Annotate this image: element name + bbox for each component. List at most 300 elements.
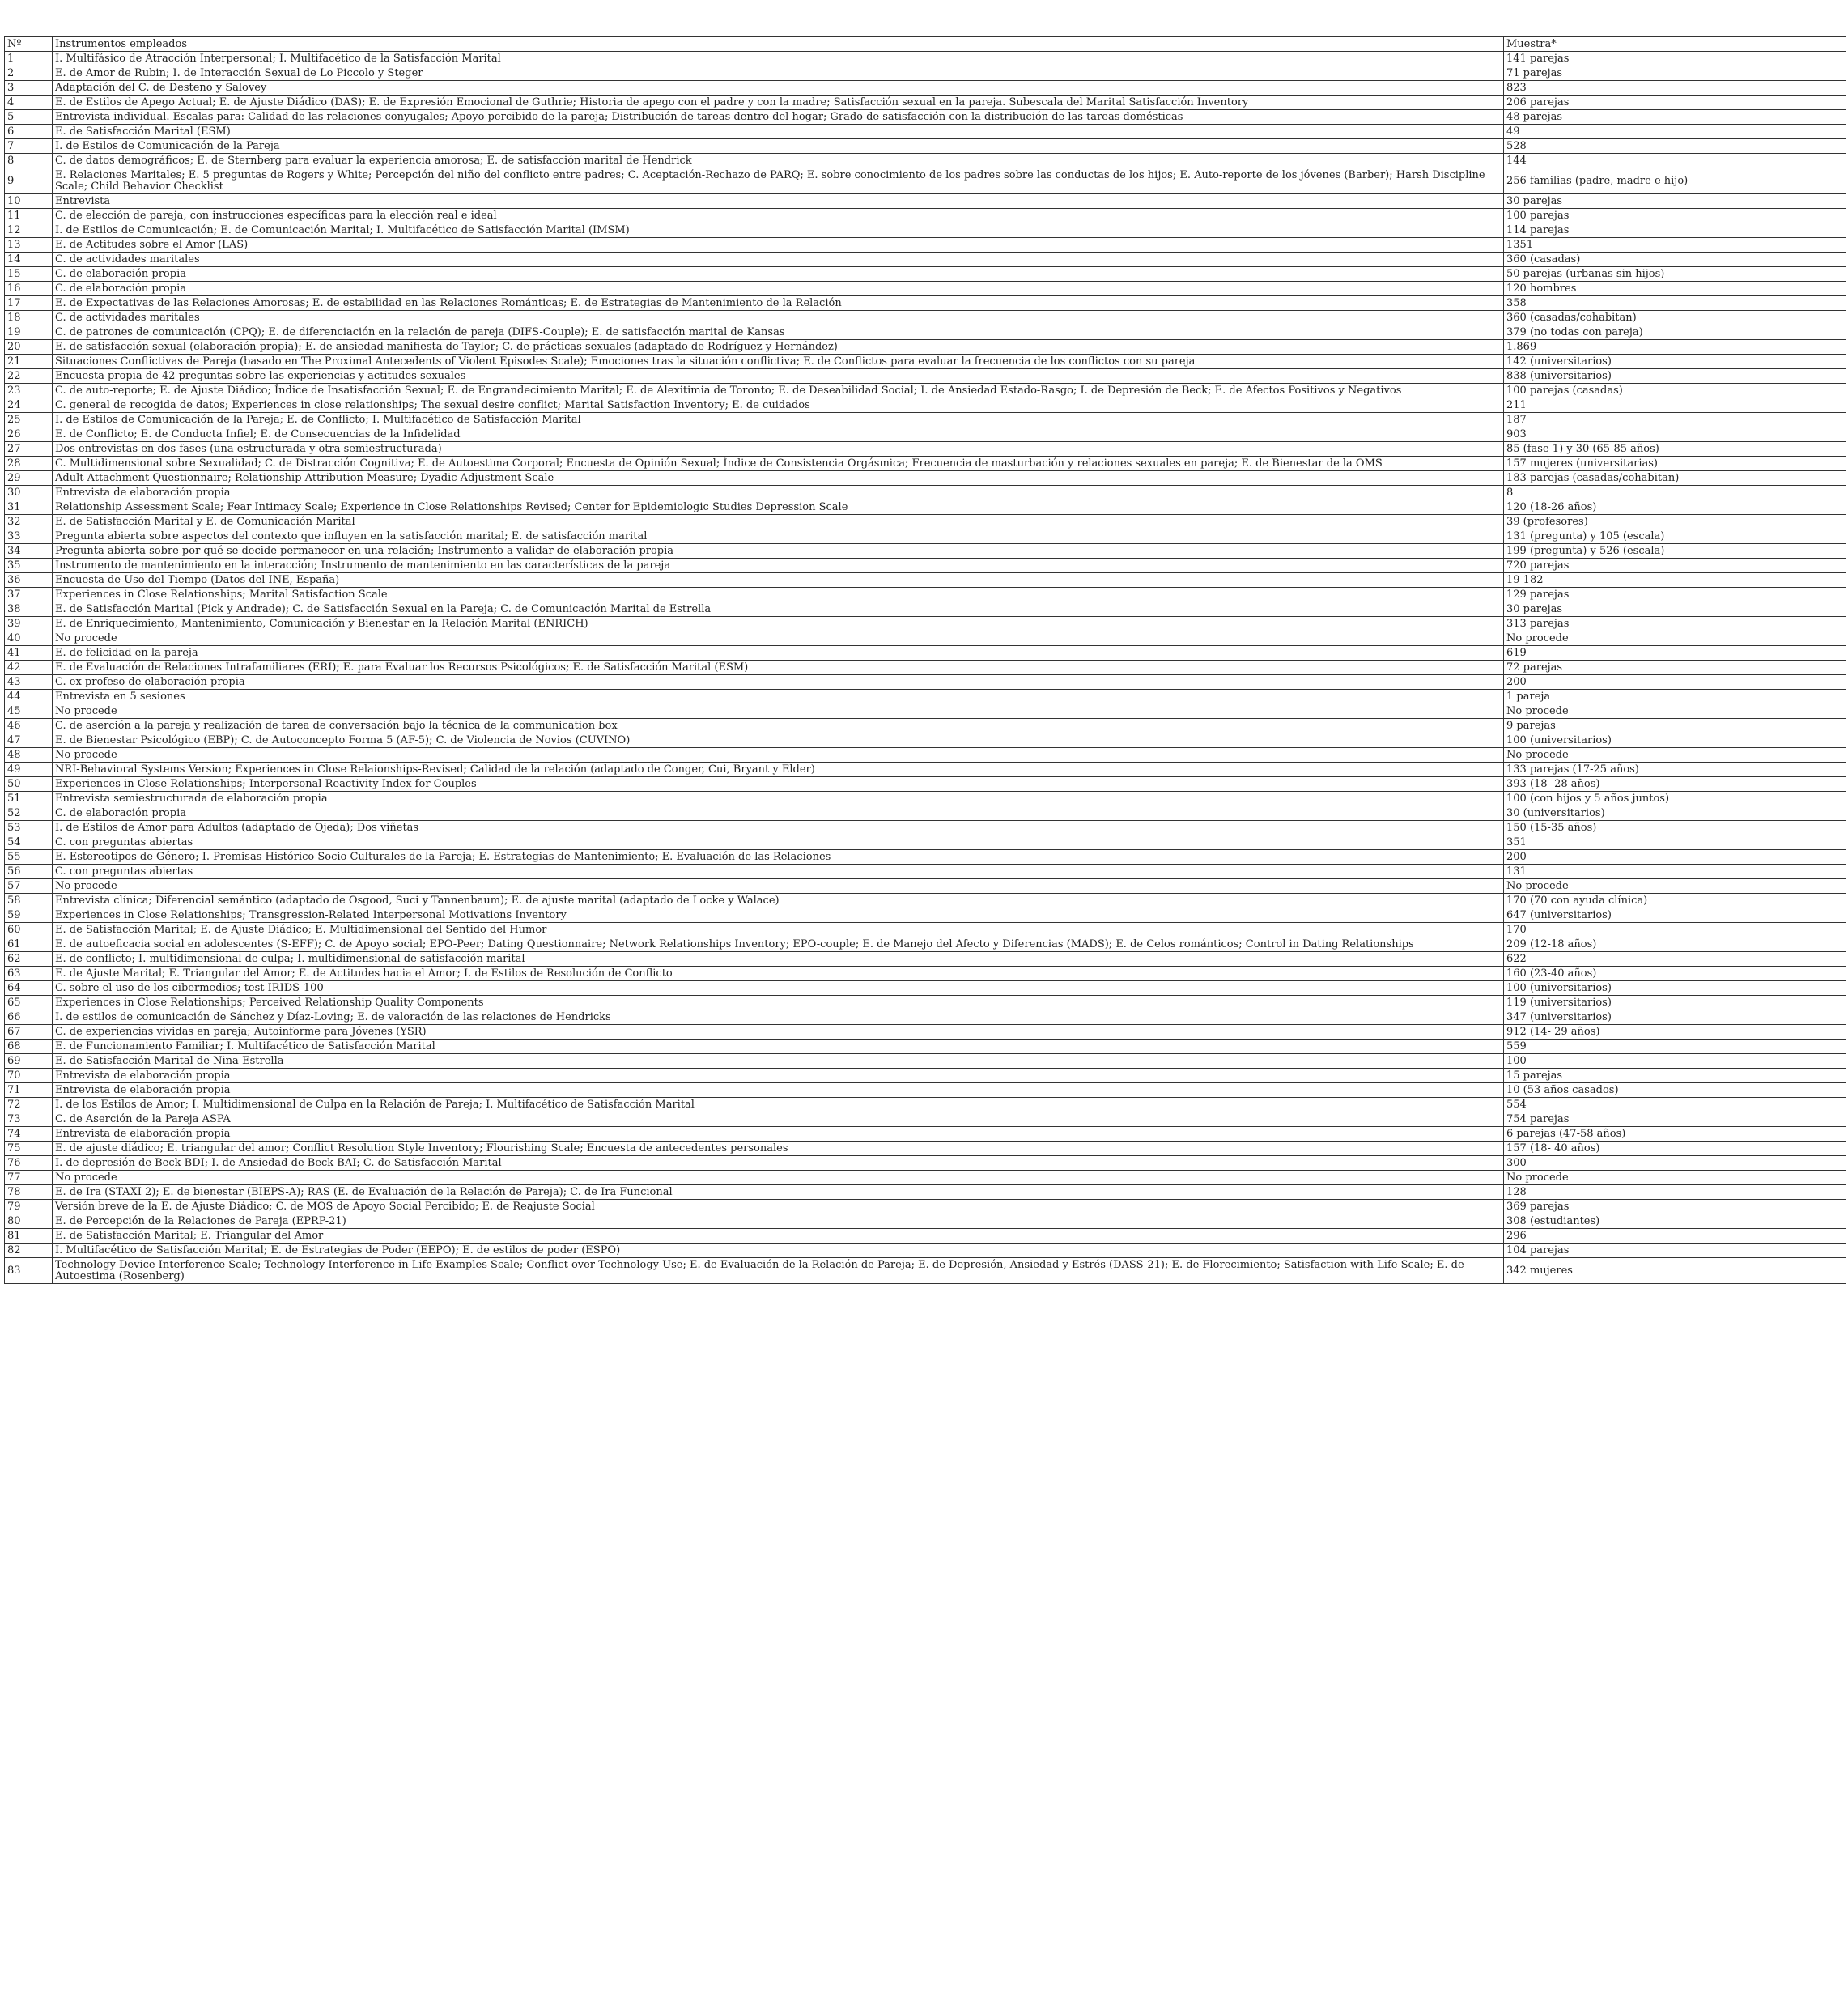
- row-instruments-cell: I. de estilos de comunicación de Sánchez y Díaz-Loving; E. de valoración de las relaciones de Hendricks: [53, 1010, 1504, 1025]
- row-instruments-cell: C. de actividades maritales: [53, 253, 1504, 267]
- row-sample-cell: 131: [1504, 865, 1846, 879]
- row-sample-cell: 160 (23-40 años): [1504, 967, 1846, 981]
- row-sample-cell: 823: [1504, 81, 1846, 96]
- row-instruments-cell: Pregunta abierta sobre por qué se decide permanecer en una relación; Instrumento a validar de elaboración propia: [53, 544, 1504, 559]
- row-instruments-cell: C. ex profeso de elaboración propia: [53, 675, 1504, 690]
- row-number-cell: 70: [5, 1069, 53, 1083]
- row-sample-cell: No procede: [1504, 1171, 1846, 1185]
- row-number-cell: 81: [5, 1229, 53, 1244]
- row-sample-cell: No procede: [1504, 631, 1846, 646]
- table-row: [5, 384, 1846, 398]
- row-number-cell: 72: [5, 1098, 53, 1112]
- row-instruments-cell: E. de Satisfacción Marital de Nina-Estrella: [53, 1054, 1504, 1069]
- row-number-cell: 63: [5, 967, 53, 981]
- row-sample-cell: 358: [1504, 296, 1846, 311]
- row-instruments-cell: Technology Device Interference Scale; Technology Interference in Life Examples Scale; Conflict over Technology Use; E. de Evaluación de la Relación de Pareja; E. de Depresión, Ansiedad y Estrés (DASS-21); E. de Florecimiento; Satisfaction with Life Scale; E. de Autoestima (Rosenberg): [53, 1258, 1504, 1284]
- row-instruments-cell: Situaciones Conflictivas de Pareja (basado en The Proximal Antecedents of Violent Episodes Scale); Emociones tras la situación conflictiva; E. de Conflictos para evaluar la frecuencia de los conflictos con su pareja: [53, 355, 1504, 369]
- table-row: [5, 1214, 1846, 1229]
- row-instruments-cell: Adaptación del C. de Desteno y Salovey: [53, 81, 1504, 96]
- table-row: [5, 139, 1846, 154]
- row-sample-cell: 15 parejas: [1504, 1069, 1846, 1083]
- table-row: [5, 806, 1846, 821]
- row-sample-cell: 114 parejas: [1504, 223, 1846, 238]
- row-instruments-cell: C. de actividades maritales: [53, 311, 1504, 325]
- row-instruments-cell: C. con preguntas abiertas: [53, 835, 1504, 850]
- table-row: [5, 1025, 1846, 1040]
- row-instruments-cell: No procede: [53, 1171, 1504, 1185]
- row-instruments-cell: Entrevista semiestructurada de elaboración propia: [53, 792, 1504, 806]
- row-sample-cell: 100 (universitarios): [1504, 981, 1846, 996]
- table-row: [5, 821, 1846, 835]
- row-instruments-cell: Entrevista en 5 sesiones: [53, 690, 1504, 704]
- row-number-cell: 75: [5, 1142, 53, 1156]
- row-number-cell: 76: [5, 1156, 53, 1171]
- row-number-cell: 52: [5, 806, 53, 821]
- row-number-cell: 19: [5, 325, 53, 340]
- row-sample-cell: 100: [1504, 1054, 1846, 1069]
- row-instruments-cell: E. de Amor de Rubin; I. de Interacción Sexual de Lo Piccolo y Steger: [53, 66, 1504, 81]
- table-row: [5, 733, 1846, 748]
- row-number-cell: 40: [5, 631, 53, 646]
- row-sample-cell: 838 (universitarios): [1504, 369, 1846, 384]
- row-instruments-cell: I. de Estilos de Amor para Adultos (adaptado de Ojeda); Dos viñetas: [53, 821, 1504, 835]
- table-row: [5, 325, 1846, 340]
- row-number-cell: 10: [5, 194, 53, 209]
- table-row: [5, 515, 1846, 529]
- row-instruments-cell: Experiences in Close Relationships; Transgression-Related Interpersonal Motivations Inventory: [53, 908, 1504, 923]
- row-sample-cell: 100 parejas: [1504, 209, 1846, 223]
- row-sample-cell: 100 (universitarios): [1504, 733, 1846, 748]
- table-row: [5, 573, 1846, 588]
- row-sample-cell: 360 (casadas/cohabitan): [1504, 311, 1846, 325]
- row-number-cell: 37: [5, 588, 53, 602]
- row-instruments-cell: E. de Conflicto; E. de Conducta Infiel; E. de Consecuencias de la Infidelidad: [53, 427, 1504, 442]
- row-instruments-cell: Pregunta abierta sobre aspectos del contexto que influyen en la satisfacción marital; E. de satisfacción marital: [53, 529, 1504, 544]
- row-number-cell: 62: [5, 952, 53, 967]
- row-number-cell: 83: [5, 1258, 53, 1284]
- row-number-cell: 7: [5, 139, 53, 154]
- row-sample-cell: 100 (con hijos y 5 años juntos): [1504, 792, 1846, 806]
- row-instruments-cell: E. de Enriquecimiento, Mantenimiento, Comunicación y Bienestar en la Relación Marital (ENRICH): [53, 617, 1504, 631]
- row-number-cell: 39: [5, 617, 53, 631]
- row-sample-cell: 142 (universitarios): [1504, 355, 1846, 369]
- table-row: [5, 602, 1846, 617]
- table-row: [5, 1069, 1846, 1083]
- table-row: [5, 763, 1846, 777]
- row-number-cell: 45: [5, 704, 53, 719]
- table-row: [5, 894, 1846, 908]
- row-sample-cell: 528: [1504, 139, 1846, 154]
- table-row: [5, 1127, 1846, 1142]
- row-instruments-cell: Versión breve de la E. de Ajuste Diádico; C. de MOS de Apoyo Social Percibido; E. de Reajuste Social: [53, 1200, 1504, 1214]
- table-row: [5, 66, 1846, 81]
- row-sample-cell: 85 (fase 1) y 30 (65-85 años): [1504, 442, 1846, 457]
- row-number-cell: 6: [5, 125, 53, 139]
- row-number-cell: 67: [5, 1025, 53, 1040]
- table-row: [5, 52, 1846, 66]
- row-sample-cell: 393 (18- 28 años): [1504, 777, 1846, 792]
- row-sample-cell: 144: [1504, 154, 1846, 168]
- row-number-cell: 14: [5, 253, 53, 267]
- row-instruments-cell: I. de Estilos de Comunicación de la Pareja; E. de Conflicto; I. Multifacético de Satisfacción Marital: [53, 413, 1504, 427]
- row-number-cell: 27: [5, 442, 53, 457]
- row-instruments-cell: E. de Ajuste Marital; E. Triangular del Amor; E. de Actitudes hacia el Amor; I. de Estilos de Resolución de Conflicto: [53, 967, 1504, 981]
- header-sample: Muestra*: [1504, 37, 1846, 52]
- row-number-cell: 66: [5, 1010, 53, 1025]
- table-row: [5, 646, 1846, 661]
- table-row: [5, 1258, 1846, 1284]
- row-number-cell: 1: [5, 52, 53, 66]
- row-number-cell: 15: [5, 267, 53, 282]
- row-number-cell: 3: [5, 81, 53, 96]
- table-row: [5, 690, 1846, 704]
- table-row: [5, 1010, 1846, 1025]
- row-sample-cell: 1 pareja: [1504, 690, 1846, 704]
- table-row: [5, 355, 1846, 369]
- table-row: [5, 675, 1846, 690]
- row-instruments-cell: E. de Expectativas de las Relaciones Amorosas; E. de estabilidad en las Relaciones Románticas; E. de Estrategias de Mantenimiento de la Relación: [53, 296, 1504, 311]
- row-instruments-cell: Entrevista de elaboración propia: [53, 486, 1504, 500]
- row-instruments-cell: E. de Estilos de Apego Actual; E. de Ajuste Diádico (DAS); E. de Expresión Emocional de Guthrie; Historia de apego con el padre y con la madre; Satisfacción sexual en la pareja. Subescala del Marital Satisfacción Inventory: [53, 96, 1504, 110]
- row-sample-cell: 200: [1504, 850, 1846, 865]
- row-instruments-cell: Entrevista de elaboración propia: [53, 1083, 1504, 1098]
- table-row: [5, 500, 1846, 515]
- row-sample-cell: 379 (no todas con pareja): [1504, 325, 1846, 340]
- table-row: [5, 559, 1846, 573]
- row-sample-cell: 554: [1504, 1098, 1846, 1112]
- row-sample-cell: No procede: [1504, 748, 1846, 763]
- row-instruments-cell: E. de Satisfacción Marital; E. de Ajuste Diádico; E. Multidimensional del Sentido del Humor: [53, 923, 1504, 937]
- row-number-cell: 82: [5, 1244, 53, 1258]
- row-sample-cell: 129 parejas: [1504, 588, 1846, 602]
- table-row: [5, 168, 1846, 194]
- row-instruments-cell: E. de autoeficacia social en adolescentes (S-EFF); C. de Apoyo social; EPO-Peer; Dating Questionnaire; Network Relationships Inventory; EPO-couple; E. de Manejo del Afecto y Diferencias (MADS); E. de Celos románticos; Control in Dating Relationships: [53, 937, 1504, 952]
- table-row: [5, 398, 1846, 413]
- row-number-cell: 9: [5, 168, 53, 194]
- row-instruments-cell: C. sobre el uso de los cibermedios; test IRIDS-100: [53, 981, 1504, 996]
- table-row: [5, 777, 1846, 792]
- row-instruments-cell: E. de Ira (STAXI 2); E. de bienestar (BIEPS-A); RAS (E. de Evaluación de la Relación de Pareja); C. de Ira Funcional: [53, 1185, 1504, 1200]
- row-instruments-cell: C. de aserción a la pareja y realización de tarea de conversación bajo la técnica de la communication box: [53, 719, 1504, 733]
- table-row: [5, 967, 1846, 981]
- row-instruments-cell: No procede: [53, 704, 1504, 719]
- row-sample-cell: 211: [1504, 398, 1846, 413]
- row-instruments-cell: C. de datos demográficos; E. de Sternberg para evaluar la experiencia amorosa; E. de satisfacción marital de Hendrick: [53, 154, 1504, 168]
- row-sample-cell: 39 (profesores): [1504, 515, 1846, 529]
- row-number-cell: 73: [5, 1112, 53, 1127]
- row-number-cell: 65: [5, 996, 53, 1010]
- row-sample-cell: 342 mujeres: [1504, 1258, 1846, 1284]
- row-sample-cell: 48 parejas: [1504, 110, 1846, 125]
- row-instruments-cell: C. de auto-reporte; E. de Ajuste Diádico; Índice de Insatisfacción Sexual; E. de Engrandecimiento Marital; E. de Alexitimia de Toronto; E. de Deseabilidad Social; I. de Ansiedad Estado-Rasgo; I. de Depresión de Beck; E. de Afectos Positivos y Negativos: [53, 384, 1504, 398]
- table-row: [5, 617, 1846, 631]
- row-instruments-cell: E. de Satisfacción Marital; E. Triangular del Amor: [53, 1229, 1504, 1244]
- table-row: [5, 442, 1846, 457]
- row-sample-cell: 754 parejas: [1504, 1112, 1846, 1127]
- row-sample-cell: 170 (70 con ayuda clínica): [1504, 894, 1846, 908]
- row-sample-cell: 351: [1504, 835, 1846, 850]
- row-number-cell: 18: [5, 311, 53, 325]
- row-sample-cell: 119 (universitarios): [1504, 996, 1846, 1010]
- row-sample-cell: 8: [1504, 486, 1846, 500]
- table-row: [5, 110, 1846, 125]
- table-row: [5, 588, 1846, 602]
- row-instruments-cell: I. Multifacético de Satisfacción Marital; E. de Estrategias de Poder (EEPO); E. de estilos de poder (ESPO): [53, 1244, 1504, 1258]
- row-sample-cell: 128: [1504, 1185, 1846, 1200]
- row-number-cell: 33: [5, 529, 53, 544]
- table-row: [5, 253, 1846, 267]
- table-row: [5, 1156, 1846, 1171]
- row-instruments-cell: C. de patrones de comunicación (CPQ); E. de diferenciación en la relación de pareja (DIFS-Couple); E. de satisfacción marital de Kansas: [53, 325, 1504, 340]
- row-number-cell: 34: [5, 544, 53, 559]
- row-sample-cell: 256 familias (padre, madre e hijo): [1504, 168, 1846, 194]
- header-number: Nº: [5, 37, 53, 52]
- row-sample-cell: 308 (estudiantes): [1504, 1214, 1846, 1229]
- row-instruments-cell: Experiences in Close Relationships; Perceived Relationship Quality Components: [53, 996, 1504, 1010]
- row-number-cell: 68: [5, 1040, 53, 1054]
- row-sample-cell: 300: [1504, 1156, 1846, 1171]
- table-row: [5, 981, 1846, 996]
- row-instruments-cell: Entrevista de elaboración propia: [53, 1127, 1504, 1142]
- row-number-cell: 36: [5, 573, 53, 588]
- row-instruments-cell: C. Multidimensional sobre Sexualidad; C. de Distracción Cognitiva; E. de Autoestima Corporal; Encuesta de Opinión Sexual; Índice de Consistencia Orgásmica; Frecuencia de masturbación y relaciones sexuales en pareja; E. de Bienestar de la OMS: [53, 457, 1504, 471]
- table-row: [5, 267, 1846, 282]
- row-sample-cell: 200: [1504, 675, 1846, 690]
- row-sample-cell: 170: [1504, 923, 1846, 937]
- header-row: [5, 37, 1846, 52]
- table-header: [5, 37, 1846, 52]
- row-instruments-cell: E. de Satisfacción Marital (Pick y Andrade); C. de Satisfacción Sexual en la Pareja; C. de Comunicación Marital de Estrella: [53, 602, 1504, 617]
- row-number-cell: 49: [5, 763, 53, 777]
- row-instruments-cell: No procede: [53, 879, 1504, 894]
- row-sample-cell: 9 parejas: [1504, 719, 1846, 733]
- row-sample-cell: 120 hombres: [1504, 282, 1846, 296]
- row-instruments-cell: C. de elaboración propia: [53, 282, 1504, 296]
- row-instruments-cell: I. Multifásico de Atracción Interpersonal; I. Multifacético de la Satisfacción Marital: [53, 52, 1504, 66]
- row-sample-cell: 157 mujeres (universitarias): [1504, 457, 1846, 471]
- row-number-cell: 55: [5, 850, 53, 865]
- row-sample-cell: 313 parejas: [1504, 617, 1846, 631]
- table-row: [5, 96, 1846, 110]
- row-number-cell: 50: [5, 777, 53, 792]
- row-sample-cell: 296: [1504, 1229, 1846, 1244]
- row-sample-cell: 622: [1504, 952, 1846, 967]
- row-instruments-cell: Encuesta propia de 42 preguntas sobre las experiencias y actitudes sexuales: [53, 369, 1504, 384]
- row-sample-cell: 49: [1504, 125, 1846, 139]
- row-number-cell: 16: [5, 282, 53, 296]
- row-number-cell: 56: [5, 865, 53, 879]
- row-sample-cell: 619: [1504, 646, 1846, 661]
- table-row: [5, 369, 1846, 384]
- row-number-cell: 13: [5, 238, 53, 253]
- row-number-cell: 38: [5, 602, 53, 617]
- table-row: [5, 544, 1846, 559]
- row-sample-cell: 6 parejas (47-58 años): [1504, 1127, 1846, 1142]
- row-instruments-cell: I. de depresión de Beck BDI; I. de Ansiedad de Beck BAI; C. de Satisfacción Marital: [53, 1156, 1504, 1171]
- table-row: [5, 631, 1846, 646]
- row-number-cell: 28: [5, 457, 53, 471]
- row-sample-cell: 131 (pregunta) y 105 (escala): [1504, 529, 1846, 544]
- row-number-cell: 60: [5, 923, 53, 937]
- row-instruments-cell: E. de felicidad en la pareja: [53, 646, 1504, 661]
- table-row: [5, 952, 1846, 967]
- row-instruments-cell: E. de Actitudes sobre el Amor (LAS): [53, 238, 1504, 253]
- row-number-cell: 80: [5, 1214, 53, 1229]
- table-row: [5, 923, 1846, 937]
- row-number-cell: 12: [5, 223, 53, 238]
- row-number-cell: 71: [5, 1083, 53, 1098]
- row-instruments-cell: C. con preguntas abiertas: [53, 865, 1504, 879]
- table-row: [5, 427, 1846, 442]
- table-row: [5, 1040, 1846, 1054]
- row-instruments-cell: Entrevista de elaboración propia: [53, 1069, 1504, 1083]
- row-sample-cell: 30 parejas: [1504, 194, 1846, 209]
- row-number-cell: 48: [5, 748, 53, 763]
- row-number-cell: 43: [5, 675, 53, 690]
- row-number-cell: 22: [5, 369, 53, 384]
- table-row: [5, 209, 1846, 223]
- row-number-cell: 20: [5, 340, 53, 355]
- row-number-cell: 77: [5, 1171, 53, 1185]
- table-row: [5, 792, 1846, 806]
- row-instruments-cell: C. general de recogida de datos; Experiences in close relationships; The sexual desire conflict; Marital Satisfaction Inventory; E. de cuidados: [53, 398, 1504, 413]
- row-sample-cell: No procede: [1504, 879, 1846, 894]
- row-number-cell: 46: [5, 719, 53, 733]
- row-number-cell: 8: [5, 154, 53, 168]
- row-sample-cell: No procede: [1504, 704, 1846, 719]
- table-row: [5, 908, 1846, 923]
- row-number-cell: 42: [5, 661, 53, 675]
- row-sample-cell: 30 parejas: [1504, 602, 1846, 617]
- row-sample-cell: 347 (universitarios): [1504, 1010, 1846, 1025]
- table-row: [5, 223, 1846, 238]
- row-sample-cell: 150 (15-35 años): [1504, 821, 1846, 835]
- row-number-cell: 57: [5, 879, 53, 894]
- row-sample-cell: 559: [1504, 1040, 1846, 1054]
- row-instruments-cell: Instrumento de mantenimiento en la interacción; Instrumento de mantenimiento en las características de la pareja: [53, 559, 1504, 573]
- row-number-cell: 21: [5, 355, 53, 369]
- row-instruments-cell: NRI-Behavioral Systems Version; Experiences in Close Relaionships-Revised; Calidad de la relación (adaptado de Conger, Cui, Bryant y Elder): [53, 763, 1504, 777]
- table-row: [5, 457, 1846, 471]
- table-row: [5, 1054, 1846, 1069]
- row-sample-cell: 187: [1504, 413, 1846, 427]
- table-row: [5, 1171, 1846, 1185]
- row-sample-cell: 120 (18-26 años): [1504, 500, 1846, 515]
- table-row: [5, 1185, 1846, 1200]
- row-instruments-cell: E. de satisfacción sexual (elaboración propia); E. de ansiedad manifiesta de Taylor; C. de prácticas sexuales (adaptado de Rodríguez y Hernández): [53, 340, 1504, 355]
- row-sample-cell: 360 (casadas): [1504, 253, 1846, 267]
- row-number-cell: 59: [5, 908, 53, 923]
- row-instruments-cell: No procede: [53, 631, 1504, 646]
- row-instruments-cell: E. de ajuste diádico; E. triangular del amor; Conflict Resolution Style Inventory; Flourishing Scale; Encuesta de antecedentes personales: [53, 1142, 1504, 1156]
- row-number-cell: 51: [5, 792, 53, 806]
- row-number-cell: 64: [5, 981, 53, 996]
- table-row: [5, 529, 1846, 544]
- row-number-cell: 17: [5, 296, 53, 311]
- table-row: [5, 486, 1846, 500]
- table-row: [5, 704, 1846, 719]
- row-number-cell: 2: [5, 66, 53, 81]
- row-sample-cell: 647 (universitarios): [1504, 908, 1846, 923]
- row-number-cell: 35: [5, 559, 53, 573]
- row-number-cell: 5: [5, 110, 53, 125]
- row-instruments-cell: Experiences in Close Relationships; Interpersonal Reactivity Index for Couples: [53, 777, 1504, 792]
- row-number-cell: 69: [5, 1054, 53, 1069]
- row-number-cell: 58: [5, 894, 53, 908]
- table-row: [5, 748, 1846, 763]
- row-number-cell: 29: [5, 471, 53, 486]
- row-number-cell: 61: [5, 937, 53, 952]
- table-row: [5, 850, 1846, 865]
- row-number-cell: 44: [5, 690, 53, 704]
- row-instruments-cell: E. de Satisfacción Marital y E. de Comunicación Marital: [53, 515, 1504, 529]
- row-sample-cell: 1.869: [1504, 340, 1846, 355]
- row-instruments-cell: Experiences in Close Relationships; Marital Satisfaction Scale: [53, 588, 1504, 602]
- table-row: [5, 661, 1846, 675]
- table-row: [5, 1229, 1846, 1244]
- table-row: [5, 154, 1846, 168]
- table-row: [5, 340, 1846, 355]
- row-number-cell: 25: [5, 413, 53, 427]
- table-body: [5, 52, 1846, 1284]
- row-instruments-cell: C. de elección de pareja, con instrucciones específicas para la elección real e ideal: [53, 209, 1504, 223]
- row-number-cell: 47: [5, 733, 53, 748]
- row-number-cell: 53: [5, 821, 53, 835]
- table-row: [5, 937, 1846, 952]
- table-row: [5, 311, 1846, 325]
- row-sample-cell: 912 (14- 29 años): [1504, 1025, 1846, 1040]
- row-instruments-cell: E. de conflicto; I. multidimensional de culpa; I. multidimensional de satisfacción marital: [53, 952, 1504, 967]
- table-row: [5, 296, 1846, 311]
- row-number-cell: 32: [5, 515, 53, 529]
- row-instruments-cell: C. de experiencias vividas en pareja; Autoinforme para Jóvenes (YSR): [53, 1025, 1504, 1040]
- table-row: [5, 879, 1846, 894]
- row-instruments-cell: Encuesta de Uso del Tiempo (Datos del INE, España): [53, 573, 1504, 588]
- row-sample-cell: 19 182: [1504, 573, 1846, 588]
- row-number-cell: 26: [5, 427, 53, 442]
- row-instruments-cell: I. de los Estilos de Amor; I. Multidimensional de Culpa en la Relación de Pareja; I. Multifacético de Satisfacción Marital: [53, 1098, 1504, 1112]
- row-sample-cell: 141 parejas: [1504, 52, 1846, 66]
- row-sample-cell: 104 parejas: [1504, 1244, 1846, 1258]
- table-row: [5, 1112, 1846, 1127]
- row-sample-cell: 50 parejas (urbanas sin hijos): [1504, 267, 1846, 282]
- row-sample-cell: 30 (universitarios): [1504, 806, 1846, 821]
- row-instruments-cell: E. de Evaluación de Relaciones Intrafamiliares (ERI); E. para Evaluar los Recursos Psicológicos; E. de Satisfacción Marital (ESM): [53, 661, 1504, 675]
- table-row: [5, 835, 1846, 850]
- row-sample-cell: 72 parejas: [1504, 661, 1846, 675]
- row-number-cell: 41: [5, 646, 53, 661]
- row-instruments-cell: Entrevista individual. Escalas para: Calidad de las relaciones conyugales; Apoyo percibido de la pareja; Distribución de tareas dentro del hogar; Grado de satisfacción con la distribución de las tareas domésticas: [53, 110, 1504, 125]
- row-instruments-cell: C. de Aserción de la Pareja ASPA: [53, 1112, 1504, 1127]
- table-row: [5, 996, 1846, 1010]
- row-sample-cell: 100 parejas (casadas): [1504, 384, 1846, 398]
- row-sample-cell: 10 (53 años casados): [1504, 1083, 1846, 1098]
- row-instruments-cell: Entrevista: [53, 194, 1504, 209]
- table-row: [5, 413, 1846, 427]
- row-sample-cell: 133 parejas (17-25 años): [1504, 763, 1846, 777]
- row-instruments-cell: Relationship Assessment Scale; Fear Intimacy Scale; Experience in Close Relationships Revised; Center for Epidemiologic Studies Depression Scale: [53, 500, 1504, 515]
- table-row: [5, 238, 1846, 253]
- row-instruments-cell: E. de Satisfacción Marital (ESM): [53, 125, 1504, 139]
- table-row: [5, 1098, 1846, 1112]
- row-instruments-cell: C. de elaboración propia: [53, 806, 1504, 821]
- row-instruments-cell: I. de Estilos de Comunicación; E. de Comunicación Marital; I. Multifacético de Satisfacción Marital (IMSM): [53, 223, 1504, 238]
- row-sample-cell: 720 parejas: [1504, 559, 1846, 573]
- row-sample-cell: 71 parejas: [1504, 66, 1846, 81]
- row-sample-cell: 1351: [1504, 238, 1846, 253]
- row-instruments-cell: E. de Funcionamiento Familiar; I. Multifacético de Satisfacción Marital: [53, 1040, 1504, 1054]
- row-sample-cell: 199 (pregunta) y 526 (escala): [1504, 544, 1846, 559]
